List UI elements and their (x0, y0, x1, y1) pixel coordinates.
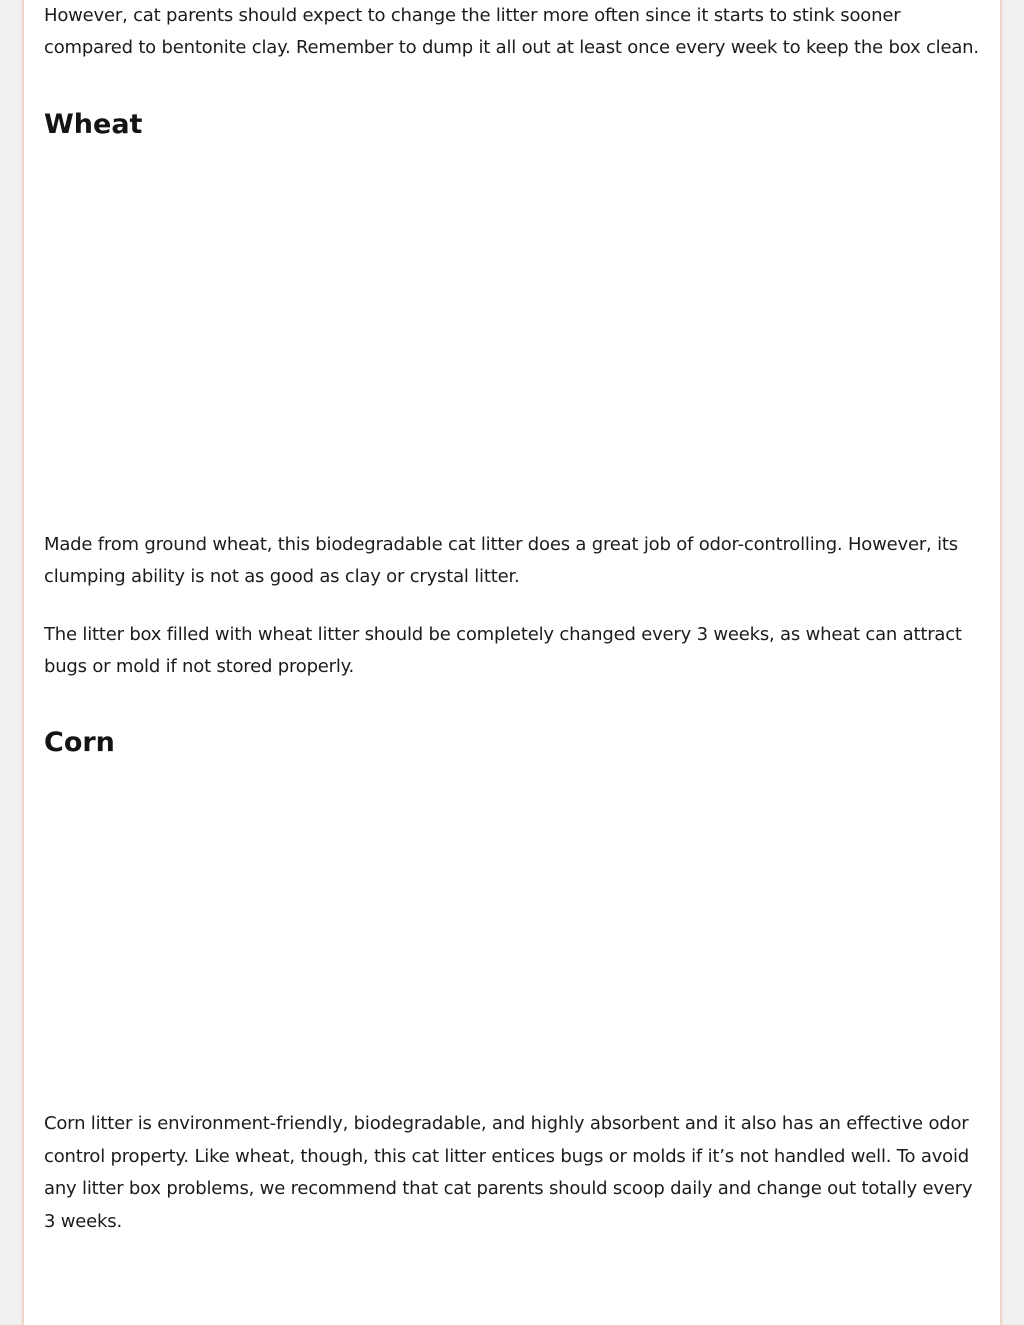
section-heading-corn: Corn (44, 727, 115, 759)
section-heading-wheat: Wheat (44, 108, 143, 140)
article-container (24, 0, 1000, 1325)
article-body (44, 0, 984, 1238)
corn-image-area (44, 761, 984, 1108)
wheat-image-area (44, 143, 984, 529)
corn-paragraph-1: Corn litter is environment-friendly, biodegradable, and highly absorbent and it also has an effective odor control property. Like wheat, though, this cat litter entices bugs or molds if it’s not handled well. To avoid any litter box problems, we recommend that cat parents should scoop daily and change out totally every 3 weeks. (44, 1113, 973, 1232)
intro-paragraph: However, cat parents should expect to change the litter more often since it starts to stink sooner compared to bentonite clay. Remember to dump it all out at least once every week to keep the box clean. (44, 5, 979, 59)
wheat-paragraph-2: The litter box filled with wheat litter should be completely changed every 3 weeks, as wheat can attract bugs or mold if not stored properly. (44, 623, 962, 678)
wheat-paragraph-1: Made from ground wheat, this biodegradable cat litter does a great job of odor-controlling. However, its clumping ability is not as good as clay or crystal litter. (44, 533, 958, 588)
